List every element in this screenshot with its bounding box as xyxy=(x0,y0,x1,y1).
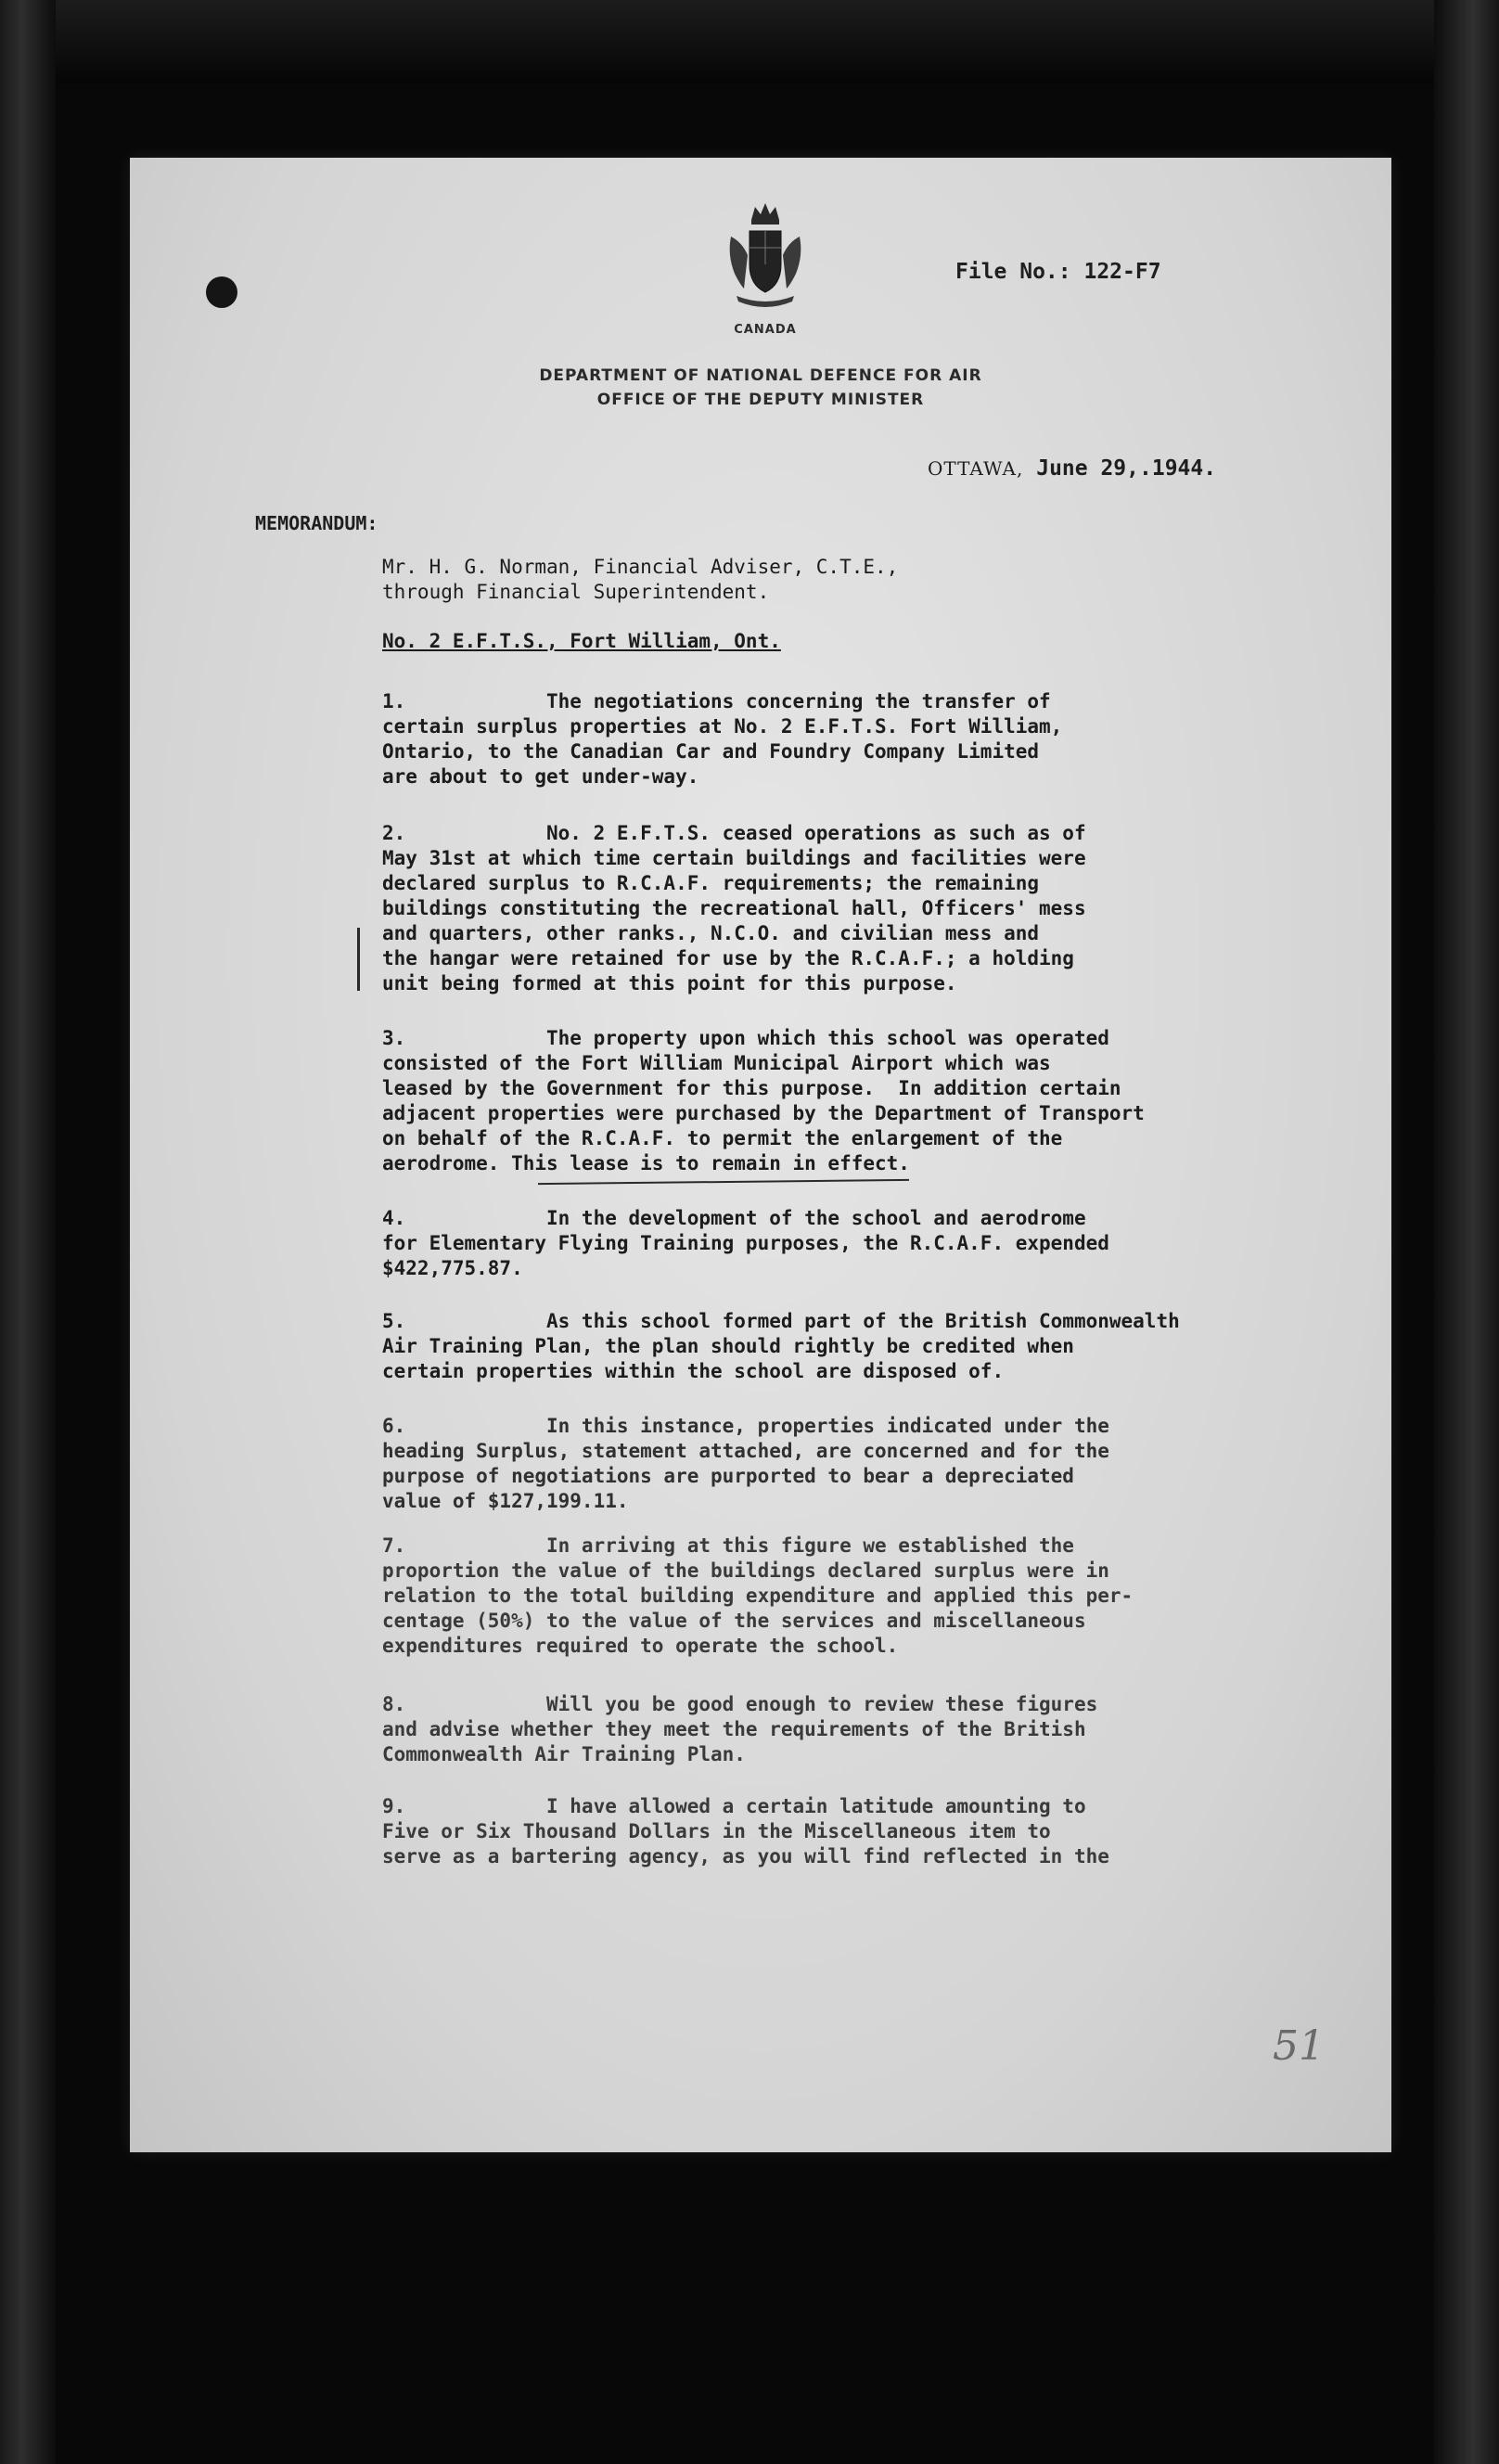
coat-of-arms-icon xyxy=(724,199,807,311)
subject-line: No. 2 E.F.T.S., Fort William, Ont. xyxy=(382,630,781,652)
department-letterhead xyxy=(482,364,1039,412)
paragraph-7: 7. In arriving at this figure we established the proportion the value of the buildings declared surplus were in relation to the total building expenditure and applied this per- centage (50%) to the value of the services and miscellaneous expenditures required to operate the school. xyxy=(382,1534,1134,1657)
paragraph-8: 8. Will you be good enough to review these figures and advise whether they meet the requirements of the British Commonwealth Air Training Plan. xyxy=(382,1693,1098,1765)
film-edge-top xyxy=(56,0,1434,83)
memorandum-label: MEMORANDUM: xyxy=(255,512,378,534)
office-name: OFFICE OF THE DEPUTY MINISTER xyxy=(596,391,925,409)
punch-hole xyxy=(206,276,237,308)
addressee-block: Mr. H. G. Norman, Financial Adviser, C.T.E., through Financial Superintendent. xyxy=(382,556,899,603)
paragraph-1: 1. The negotiations concerning the transfer of certain surplus properties at No. 2 E.F.T.S. Fort William, Ontario, to the Canadian Car and Foundry Company Limited are about to get under-way. xyxy=(382,690,1063,788)
film-edge-left xyxy=(0,0,56,2464)
paragraph-4: 4. In the development of the school and aerodrome for Elementary Flying Training purposes, the R.C.A.F. expended $422,775.87. xyxy=(382,1207,1109,1279)
dateline xyxy=(928,456,1216,481)
paragraph-9: 9. I have allowed a certain latitude amounting to Five or Six Thousand Dollars in the Miscellaneous item to serve as a bartering agency, as you will find reflected in the xyxy=(382,1795,1109,1867)
film-edge-right xyxy=(1434,0,1499,2464)
margin-pencil-mark xyxy=(357,928,360,991)
paragraph-6: 6. In this instance, properties indicated under the heading Surplus, statement attached, are concerned and for the purpose of negotiations are purported to bear a depreciated value of $127,199.11. xyxy=(382,1415,1109,1512)
memo-page xyxy=(130,158,1391,2152)
dateline-date: June 29,.1944. xyxy=(1036,456,1217,481)
handwritten-page-number: 51 xyxy=(1273,2022,1325,2070)
paragraph-5: 5. As this school formed part of the British Commonwealth Air Training Plan, the plan should rightly be credited when certain properties within the school are disposed of. xyxy=(382,1310,1180,1382)
handwritten-underline xyxy=(538,1179,909,1185)
file-number: File No.: 122-F7 xyxy=(955,260,1161,284)
crest-label: CANADA xyxy=(734,323,797,337)
paragraph-2: 2. No. 2 E.F.T.S. ceased operations as such as of May 31st at which time certain buildings and facilities were declared surplus to R.C.A.F. requirements; the remaining buildings constituting the recreational hall, Officers' mess and quarters, other ranks., N.C.O. and civilian mess and the hangar were retained for use by the R.C.A.F.; a holding unit being formed at this point for this purpose. xyxy=(382,822,1086,995)
paragraph-3: 3. The property upon which this school was operated consisted of the Fort William Municipal Airport which was leased by the Government for this purpose. In addition certain adjacent properties were purchased by the Department of Transport on behalf of the R.C.A.F. to permit the enlargement of the aerodrome. This lease is to remain in effect. xyxy=(382,1027,1145,1174)
department-name: DEPARTMENT OF NATIONAL DEFENCE FOR AIR xyxy=(539,366,982,385)
dateline-city: OTTAWA, xyxy=(928,457,1024,480)
